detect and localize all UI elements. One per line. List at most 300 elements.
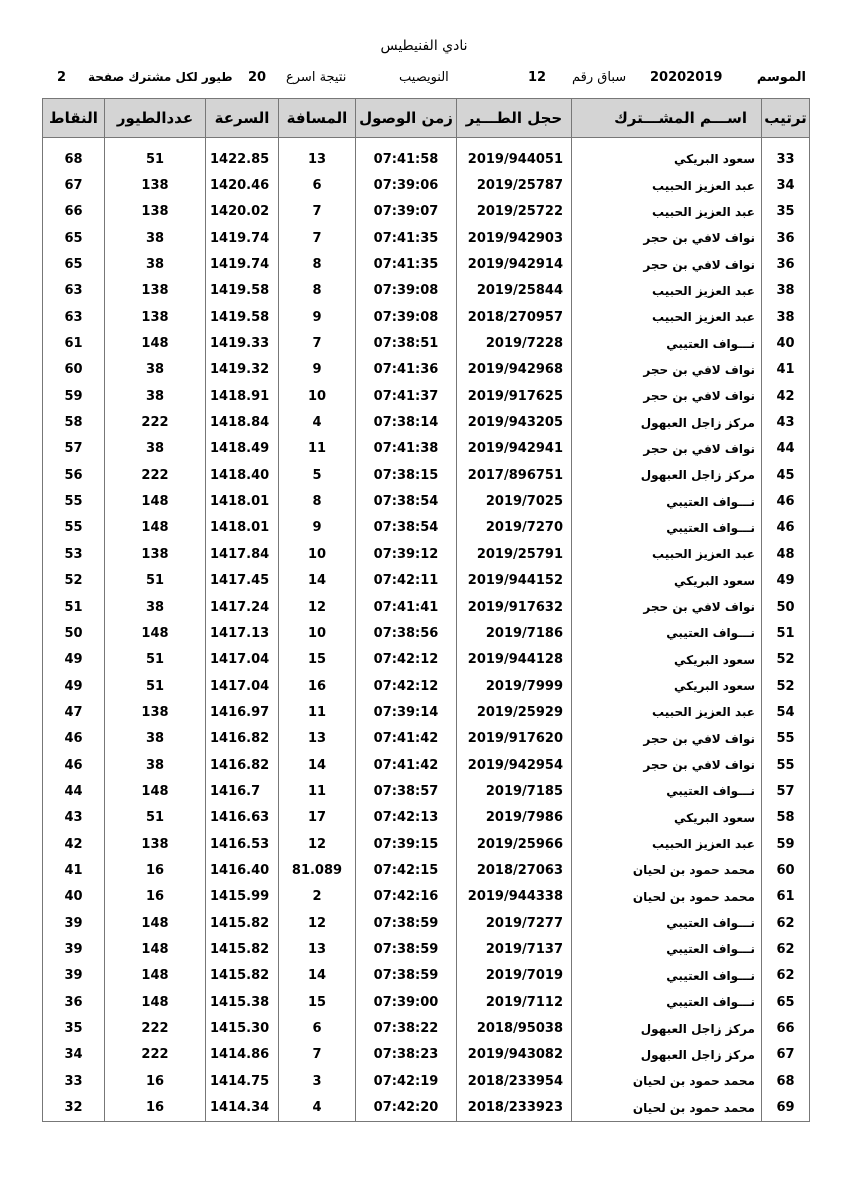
- cell-ring: 2018/270957: [457, 304, 572, 330]
- cell-birds: 38: [105, 225, 206, 251]
- results-table: [42, 98, 810, 1122]
- cell-birds: 51: [105, 805, 206, 831]
- cell-ring: 2019/7025: [457, 488, 572, 514]
- cell-points: 59: [43, 383, 105, 409]
- table-row: [43, 884, 810, 910]
- cell-birds: 138: [105, 199, 206, 225]
- cell-distance: 7: [279, 199, 356, 225]
- cell-rank: 33: [762, 146, 810, 172]
- col-header-name: اســـم المشـــترك: [572, 99, 762, 138]
- cell-birds: 38: [105, 357, 206, 383]
- cell-birds: 16: [105, 1094, 206, 1121]
- cell-time: 07:39:00: [356, 989, 457, 1015]
- cell-rank: 62: [762, 910, 810, 936]
- cell-rank: 46: [762, 488, 810, 514]
- cell-time: 07:39:14: [356, 699, 457, 725]
- table-row: [43, 989, 810, 1015]
- table-row: [43, 699, 810, 725]
- cell-distance: 11: [279, 436, 356, 462]
- cell-rank: 62: [762, 963, 810, 989]
- cell-points: 34: [43, 1042, 105, 1068]
- table-row: [43, 1094, 810, 1121]
- cell-name: عبد العزيز الحبيب: [572, 278, 762, 304]
- cell-time: 07:42:12: [356, 673, 457, 699]
- cell-distance: 13: [279, 726, 356, 752]
- cell-birds: 38: [105, 594, 206, 620]
- cell-distance: 2: [279, 884, 356, 910]
- race-label: سباق رقم: [572, 70, 627, 85]
- cell-speed: 1416.82: [206, 752, 279, 778]
- cell-rank: 68: [762, 1068, 810, 1094]
- cell-points: 56: [43, 462, 105, 488]
- cell-rank: 34: [762, 172, 810, 198]
- cell-ring: 2019/7186: [457, 620, 572, 646]
- cell-time: 07:42:19: [356, 1068, 457, 1094]
- cell-ring: 2019/7185: [457, 778, 572, 804]
- cell-points: 41: [43, 857, 105, 883]
- cell-birds: 148: [105, 963, 206, 989]
- cell-time: 07:39:07: [356, 199, 457, 225]
- cell-time: 07:41:35: [356, 251, 457, 277]
- cell-ring: 2019/943082: [457, 1042, 572, 1068]
- table-row: [43, 831, 810, 857]
- cell-ring: 2018/233923: [457, 1094, 572, 1121]
- cell-rank: 41: [762, 357, 810, 383]
- cell-points: 40: [43, 884, 105, 910]
- table-row: [43, 594, 810, 620]
- table-row: [43, 383, 810, 409]
- cell-points: 49: [43, 647, 105, 673]
- fastest-count: 20: [248, 70, 267, 85]
- cell-time: 07:41:42: [356, 726, 457, 752]
- cell-points: 46: [43, 726, 105, 752]
- cell-rank: 58: [762, 805, 810, 831]
- cell-rank: 52: [762, 647, 810, 673]
- cell-time: 07:38:59: [356, 910, 457, 936]
- cell-distance: 3: [279, 1068, 356, 1094]
- cell-rank: 44: [762, 436, 810, 462]
- cell-name: مركز زاجل العبهول: [572, 1015, 762, 1041]
- cell-name: نواف لافي بن حجر: [572, 383, 762, 409]
- cell-ring: 2019/944128: [457, 647, 572, 673]
- cell-ring: 2019/7137: [457, 936, 572, 962]
- table-row: [43, 936, 810, 962]
- cell-speed: 1419.74: [206, 225, 279, 251]
- cell-name: نواف لافي بن حجر: [572, 752, 762, 778]
- cell-speed: 1416.63: [206, 805, 279, 831]
- cell-name: عبد العزيز الحبيب: [572, 199, 762, 225]
- cell-birds: 51: [105, 647, 206, 673]
- cell-rank: 40: [762, 330, 810, 356]
- cell-speed: 1422.85: [206, 146, 279, 172]
- cell-birds: 148: [105, 488, 206, 514]
- cell-name: عبد العزيز الحبيب: [572, 541, 762, 567]
- cell-ring: 2019/25844: [457, 278, 572, 304]
- cell-rank: 45: [762, 462, 810, 488]
- table-row: [43, 647, 810, 673]
- cell-birds: 148: [105, 620, 206, 646]
- cell-birds: 38: [105, 251, 206, 277]
- cell-points: 55: [43, 515, 105, 541]
- cell-birds: 222: [105, 462, 206, 488]
- cell-points: 51: [43, 594, 105, 620]
- cell-speed: 1417.04: [206, 647, 279, 673]
- cell-ring: 2019/944338: [457, 884, 572, 910]
- cell-name: عبد العزيز الحبيب: [572, 172, 762, 198]
- cell-distance: 6: [279, 172, 356, 198]
- table-row: [43, 805, 810, 831]
- cell-birds: 138: [105, 172, 206, 198]
- cell-rank: 52: [762, 673, 810, 699]
- cell-time: 07:39:08: [356, 304, 457, 330]
- cell-distance: 17: [279, 805, 356, 831]
- cell-name: نواف لافي بن حجر: [572, 436, 762, 462]
- cell-rank: 38: [762, 304, 810, 330]
- cell-distance: 11: [279, 778, 356, 804]
- table-row: [43, 251, 810, 277]
- cell-name: نواف لافي بن حجر: [572, 251, 762, 277]
- cell-time: 07:39:12: [356, 541, 457, 567]
- table-row: [43, 357, 810, 383]
- cell-rank: 51: [762, 620, 810, 646]
- cell-birds: 148: [105, 936, 206, 962]
- cell-time: 07:38:51: [356, 330, 457, 356]
- cell-points: 44: [43, 778, 105, 804]
- cell-name: نـــواف العتيبي: [572, 330, 762, 356]
- cell-name: سعود البريكي: [572, 647, 762, 673]
- table-row: [43, 568, 810, 594]
- cell-name: عبد العزيز الحبيب: [572, 304, 762, 330]
- cell-name: سعود البريكي: [572, 568, 762, 594]
- cell-birds: 148: [105, 330, 206, 356]
- cell-time: 07:42:16: [356, 884, 457, 910]
- cell-birds: 222: [105, 1042, 206, 1068]
- cell-name: محمد حمود بن لحيان: [572, 884, 762, 910]
- cell-time: 07:39:08: [356, 278, 457, 304]
- cell-distance: 12: [279, 831, 356, 857]
- cell-speed: 1418.84: [206, 409, 279, 435]
- cell-rank: 62: [762, 936, 810, 962]
- cell-distance: 8: [279, 488, 356, 514]
- cell-ring: 2019/942954: [457, 752, 572, 778]
- cell-ring: 2019/942914: [457, 251, 572, 277]
- cell-time: 07:41:36: [356, 357, 457, 383]
- table-row: [43, 199, 810, 225]
- cell-rank: 67: [762, 1042, 810, 1068]
- cell-ring: 2019/7019: [457, 963, 572, 989]
- cell-distance: 10: [279, 620, 356, 646]
- cell-ring: 2019/944051: [457, 146, 572, 172]
- cell-name: نواف لافي بن حجر: [572, 726, 762, 752]
- cell-rank: 49: [762, 568, 810, 594]
- cell-distance: 11: [279, 699, 356, 725]
- cell-speed: 1419.74: [206, 251, 279, 277]
- cell-points: 39: [43, 910, 105, 936]
- cell-name: نـــواف العتيبي: [572, 963, 762, 989]
- cell-ring: 2019/25929: [457, 699, 572, 725]
- table-row: [43, 726, 810, 752]
- cell-points: 39: [43, 963, 105, 989]
- cell-birds: 148: [105, 989, 206, 1015]
- cell-distance: 9: [279, 515, 356, 541]
- cell-name: محمد حمود بن لحيان: [572, 857, 762, 883]
- cell-distance: 4: [279, 1094, 356, 1121]
- cell-ring: 2019/917620: [457, 726, 572, 752]
- table-row: [43, 1015, 810, 1041]
- cell-rank: 36: [762, 225, 810, 251]
- cell-speed: 1414.75: [206, 1068, 279, 1094]
- cell-distance: 12: [279, 910, 356, 936]
- table-body: [43, 138, 810, 1122]
- cell-time: 07:42:12: [356, 647, 457, 673]
- cell-speed: 1417.04: [206, 673, 279, 699]
- cell-points: 67: [43, 172, 105, 198]
- cell-ring: 2019/25791: [457, 541, 572, 567]
- cell-points: 32: [43, 1094, 105, 1121]
- cell-points: 65: [43, 251, 105, 277]
- col-header-speed: السرعة: [206, 99, 279, 138]
- cell-rank: 55: [762, 752, 810, 778]
- col-header-rank: ترتيب: [762, 99, 810, 138]
- table-row: [43, 1042, 810, 1068]
- cell-ring: 2019/943205: [457, 409, 572, 435]
- cell-name: نـــواف العتيبي: [572, 910, 762, 936]
- table-row: [43, 488, 810, 514]
- cell-time: 07:42:20: [356, 1094, 457, 1121]
- cell-points: 68: [43, 146, 105, 172]
- cell-ring: 2019/7228: [457, 330, 572, 356]
- cell-birds: 138: [105, 831, 206, 857]
- cell-ring: 2019/25722: [457, 199, 572, 225]
- cell-rank: 66: [762, 1015, 810, 1041]
- cell-points: 43: [43, 805, 105, 831]
- cell-rank: 61: [762, 884, 810, 910]
- cell-speed: 1419.58: [206, 278, 279, 304]
- club-title: نادي الفنيطيس: [380, 38, 468, 54]
- cell-name: عبد العزيز الحبيب: [572, 699, 762, 725]
- table-row: [43, 278, 810, 304]
- cell-speed: 1416.53: [206, 831, 279, 857]
- cell-speed: 1418.91: [206, 383, 279, 409]
- table-row: [43, 436, 810, 462]
- cell-name: نـــواف العتيبي: [572, 936, 762, 962]
- cell-birds: 222: [105, 409, 206, 435]
- cell-ring: 2019/944152: [457, 568, 572, 594]
- cell-speed: 1418.49: [206, 436, 279, 462]
- cell-distance: 10: [279, 541, 356, 567]
- cell-distance: 14: [279, 752, 356, 778]
- cell-birds: 38: [105, 383, 206, 409]
- cell-time: 07:41:37: [356, 383, 457, 409]
- cell-time: 07:42:15: [356, 857, 457, 883]
- cell-speed: 1416.40: [206, 857, 279, 883]
- cell-rank: 43: [762, 409, 810, 435]
- cell-rank: 36: [762, 251, 810, 277]
- cell-birds: 16: [105, 884, 206, 910]
- cell-time: 07:42:13: [356, 805, 457, 831]
- cell-speed: 1417.45: [206, 568, 279, 594]
- cell-points: 57: [43, 436, 105, 462]
- cell-time: 07:42:11: [356, 568, 457, 594]
- cell-name: محمد حمود بن لحيان: [572, 1094, 762, 1121]
- cell-speed: 1416.97: [206, 699, 279, 725]
- cell-distance: 10: [279, 383, 356, 409]
- cell-speed: 1415.82: [206, 963, 279, 989]
- cell-time: 07:38:14: [356, 409, 457, 435]
- table-row: [43, 752, 810, 778]
- cell-ring: 2019/7999: [457, 673, 572, 699]
- cell-time: 07:38:59: [356, 963, 457, 989]
- cell-time: 07:41:35: [356, 225, 457, 251]
- col-header-distance: المسافة: [279, 99, 356, 138]
- cell-points: 55: [43, 488, 105, 514]
- cell-time: 07:41:41: [356, 594, 457, 620]
- cell-name: نواف لافي بن حجر: [572, 225, 762, 251]
- cell-distance: 7: [279, 330, 356, 356]
- cell-distance: 14: [279, 568, 356, 594]
- cell-points: 49: [43, 673, 105, 699]
- cell-time: 07:38:57: [356, 778, 457, 804]
- cell-speed: 1418.01: [206, 488, 279, 514]
- cell-rank: 54: [762, 699, 810, 725]
- cell-distance: 15: [279, 647, 356, 673]
- cell-rank: 69: [762, 1094, 810, 1121]
- cell-ring: 2019/7986: [457, 805, 572, 831]
- cell-distance: 5: [279, 462, 356, 488]
- cell-ring: 2019/942903: [457, 225, 572, 251]
- cell-points: 63: [43, 278, 105, 304]
- cell-birds: 138: [105, 699, 206, 725]
- cell-rank: 55: [762, 726, 810, 752]
- cell-time: 07:41:58: [356, 146, 457, 172]
- cell-birds: 16: [105, 857, 206, 883]
- table-row: [43, 462, 810, 488]
- cell-birds: 138: [105, 304, 206, 330]
- cell-name: مركز زاجل العبهول: [572, 462, 762, 488]
- cell-rank: 35: [762, 199, 810, 225]
- cell-speed: 1415.82: [206, 910, 279, 936]
- page-number: 2: [57, 70, 67, 85]
- cell-ring: 2018/95038: [457, 1015, 572, 1041]
- cell-speed: 1415.38: [206, 989, 279, 1015]
- cell-distance: 4: [279, 409, 356, 435]
- cell-ring: 2019/917632: [457, 594, 572, 620]
- cell-name: نـــواف العتيبي: [572, 488, 762, 514]
- cell-name: مركز زاجل العبهول: [572, 1042, 762, 1068]
- table-row: [43, 1068, 810, 1094]
- table-row: [43, 409, 810, 435]
- cell-speed: 1418.40: [206, 462, 279, 488]
- cell-points: 42: [43, 831, 105, 857]
- cell-rank: 38: [762, 278, 810, 304]
- cell-ring: 2019/7277: [457, 910, 572, 936]
- table-row: [43, 515, 810, 541]
- cell-rank: 59: [762, 831, 810, 857]
- cell-ring: 2017/896751: [457, 462, 572, 488]
- cell-name: نـــواف العتيبي: [572, 989, 762, 1015]
- cell-rank: 46: [762, 515, 810, 541]
- cell-name: محمد حمود بن لحيان: [572, 1068, 762, 1094]
- cell-birds: 148: [105, 910, 206, 936]
- cell-speed: 1420.46: [206, 172, 279, 198]
- cell-rank: 48: [762, 541, 810, 567]
- cell-distance: 13: [279, 146, 356, 172]
- table-row: [43, 620, 810, 646]
- cell-speed: 1419.33: [206, 330, 279, 356]
- cell-speed: 1417.84: [206, 541, 279, 567]
- table-row: [43, 330, 810, 356]
- cell-birds: 148: [105, 515, 206, 541]
- cell-ring: 2019/25966: [457, 831, 572, 857]
- cell-points: 60: [43, 357, 105, 383]
- cell-birds: 148: [105, 778, 206, 804]
- cell-name: سعود البريكي: [572, 673, 762, 699]
- col-header-time: زمن الوصول: [356, 99, 457, 138]
- cell-distance: 6: [279, 1015, 356, 1041]
- cell-points: 47: [43, 699, 105, 725]
- per-member-label: طيور لكل مشترك صفحة: [88, 70, 233, 84]
- cell-speed: 1414.86: [206, 1042, 279, 1068]
- cell-points: 63: [43, 304, 105, 330]
- cell-distance: 81.089: [279, 857, 356, 883]
- cell-distance: 8: [279, 278, 356, 304]
- cell-name: سعود البريكي: [572, 146, 762, 172]
- table-row: [43, 963, 810, 989]
- table-header-row: [43, 99, 810, 138]
- cell-distance: 9: [279, 357, 356, 383]
- cell-birds: 16: [105, 1068, 206, 1094]
- cell-birds: 38: [105, 436, 206, 462]
- cell-speed: 1417.24: [206, 594, 279, 620]
- col-header-ring: حجل الطـــير: [457, 99, 572, 138]
- table-row: [43, 225, 810, 251]
- cell-ring: 2019/7270: [457, 515, 572, 541]
- cell-distance: 13: [279, 936, 356, 962]
- cell-birds: 138: [105, 278, 206, 304]
- cell-distance: 8: [279, 251, 356, 277]
- cell-distance: 14: [279, 963, 356, 989]
- race-location: النويصيب: [399, 70, 449, 85]
- cell-name: نواف لافي بن حجر: [572, 357, 762, 383]
- cell-speed: 1415.82: [206, 936, 279, 962]
- cell-time: 07:38:56: [356, 620, 457, 646]
- cell-points: 36: [43, 989, 105, 1015]
- season-value: 20202019: [650, 70, 723, 85]
- cell-distance: 12: [279, 594, 356, 620]
- cell-birds: 222: [105, 1015, 206, 1041]
- cell-name: نـــواف العتيبي: [572, 778, 762, 804]
- cell-birds: 51: [105, 146, 206, 172]
- table-row: [43, 673, 810, 699]
- cell-speed: 1417.13: [206, 620, 279, 646]
- cell-birds: 51: [105, 673, 206, 699]
- cell-name: سعود البريكي: [572, 805, 762, 831]
- cell-time: 07:41:38: [356, 436, 457, 462]
- race-number: 12: [528, 70, 547, 85]
- cell-distance: 7: [279, 1042, 356, 1068]
- cell-rank: 60: [762, 857, 810, 883]
- table-row: [43, 857, 810, 883]
- cell-time: 07:41:42: [356, 752, 457, 778]
- table-row: [43, 910, 810, 936]
- table-row: [43, 146, 810, 172]
- cell-time: 07:38:59: [356, 936, 457, 962]
- season-label: الموسم: [756, 70, 806, 85]
- cell-birds: 51: [105, 568, 206, 594]
- cell-points: 58: [43, 409, 105, 435]
- cell-rank: 42: [762, 383, 810, 409]
- cell-speed: 1414.34: [206, 1094, 279, 1121]
